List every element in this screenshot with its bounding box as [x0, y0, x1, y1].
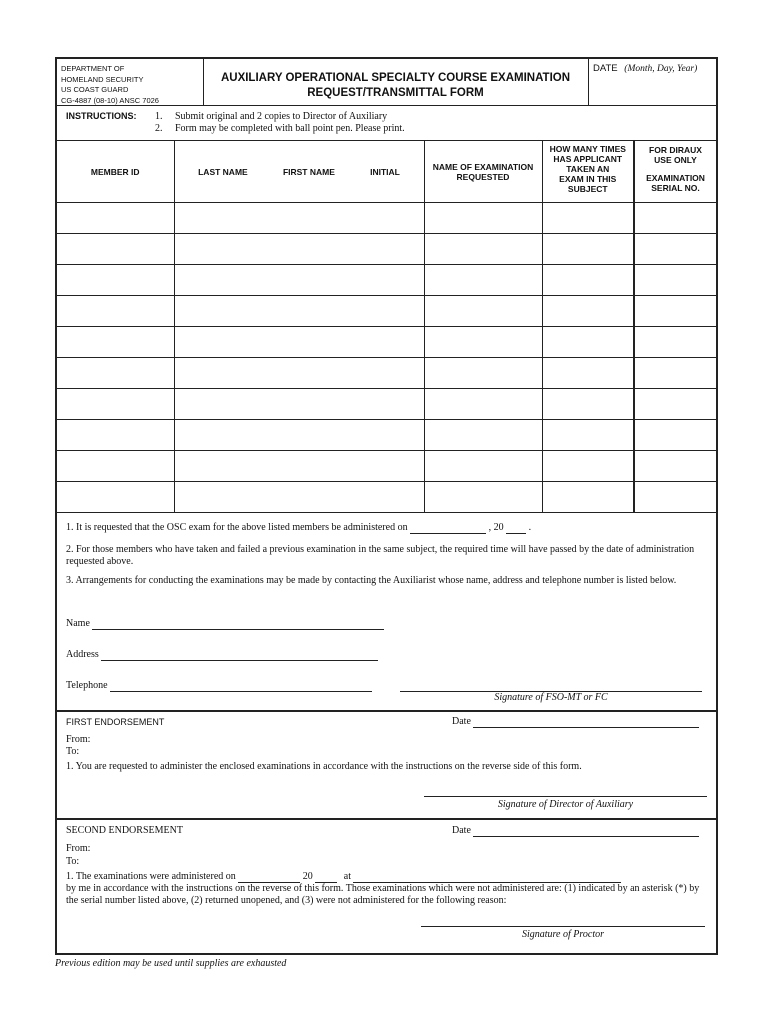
request-date-input[interactable] — [410, 533, 486, 534]
member-id-cell[interactable] — [57, 451, 174, 482]
header-times-line: HAS APPLICANT — [553, 154, 623, 164]
header-times-line: HOW MANY TIMES — [549, 144, 626, 154]
request-paragraph-3: 3. Arrangements for conducting the examinations may be made by contacting the Auxiliarist whose name, address and telephone number is listed below. — [66, 575, 677, 586]
instructions-label: INSTRUCTIONS: — [66, 111, 137, 121]
name-cell[interactable] — [174, 327, 424, 358]
proctor-signature-caption: Signature of Proctor — [521, 929, 605, 940]
header-diraux — [634, 141, 716, 203]
serial-no-cell[interactable] — [634, 296, 716, 327]
administered-at-label: at — [343, 871, 351, 882]
form-container — [55, 57, 718, 955]
address-input[interactable] — [101, 660, 378, 661]
name-cell[interactable] — [174, 296, 424, 327]
name-label: Name — [66, 618, 90, 629]
member-id-cell[interactable] — [57, 389, 174, 420]
serial-no-cell[interactable] — [634, 451, 716, 482]
member-id-cell[interactable] — [57, 234, 174, 265]
serial-no-cell[interactable] — [634, 203, 716, 234]
instruction-text: Submit original and 2 copies to Director of Auxiliary — [175, 111, 388, 122]
name-cell[interactable] — [174, 389, 424, 420]
request-year-prefix: , 20 — [488, 522, 504, 533]
name-cell[interactable] — [174, 234, 424, 265]
member-id-cell[interactable] — [57, 420, 174, 451]
request-paragraph-1 — [66, 522, 706, 534]
dept-line: DEPARTMENT OF — [61, 64, 125, 73]
exam-name-cell[interactable] — [424, 358, 542, 389]
member-id-cell[interactable] — [57, 358, 174, 389]
second-endorsement-from: From: — [66, 843, 91, 854]
table-row — [57, 203, 716, 234]
instruction-item — [155, 111, 405, 123]
second-endorsement-to: To: — [66, 856, 80, 867]
header-member-id: MEMBER ID — [57, 141, 174, 203]
table-row — [57, 296, 716, 327]
times-taken-cell[interactable] — [542, 420, 634, 451]
table-row — [57, 482, 716, 513]
administered-year-prefix: 20 — [302, 871, 313, 882]
serial-no-cell[interactable] — [634, 420, 716, 451]
dept-line: US COAST GUARD — [61, 85, 129, 94]
header-last-name: LAST NAME — [198, 166, 248, 177]
member-id-cell[interactable] — [57, 482, 174, 513]
serial-no-cell[interactable] — [634, 358, 716, 389]
table-row — [57, 420, 716, 451]
serial-no-cell[interactable] — [634, 265, 716, 296]
name-cell[interactable] — [174, 203, 424, 234]
second-endorsement-date-row — [452, 825, 712, 837]
header-exam-line: NAME OF EXAMINATION — [432, 161, 534, 172]
director-signature-line[interactable] — [424, 796, 707, 797]
member-table — [57, 140, 716, 513]
header-serial-line: EXAMINATION — [646, 173, 705, 183]
exam-name-cell[interactable] — [424, 327, 542, 358]
header-diraux-line: USE ONLY — [654, 155, 697, 165]
header-first-name: FIRST NAME — [282, 166, 335, 177]
header-diraux-line: FOR DIRAUX — [649, 145, 702, 155]
exam-name-cell[interactable] — [424, 234, 542, 265]
header-exam-name — [424, 141, 542, 203]
times-taken-cell[interactable] — [542, 265, 634, 296]
times-taken-cell[interactable] — [542, 234, 634, 265]
exam-name-cell[interactable] — [424, 420, 542, 451]
instruction-text: Form may be completed with ball point pen. Please print. — [175, 123, 405, 134]
form-title — [203, 71, 588, 101]
table-row — [57, 234, 716, 265]
form-title-line2: REQUEST/TRANSMITTAL FORM — [307, 87, 484, 99]
director-signature-caption: Signature of Director of Auxiliary — [497, 799, 634, 810]
first-endorsement-text: 1. You are requested to administer the enclosed examinations in accordance with the instructions on the reverse side of this form. — [66, 761, 582, 772]
request-text: 1. It is requested that the OSC exam for the above listed members be administered on — [66, 522, 408, 533]
times-taken-cell[interactable] — [542, 358, 634, 389]
member-id-cell[interactable] — [57, 203, 174, 234]
first-endorsement-date-label: Date — [452, 716, 471, 727]
table-header-row — [57, 141, 716, 203]
section-rule — [57, 818, 716, 820]
table-row — [57, 358, 716, 389]
exam-name-cell[interactable] — [424, 265, 542, 296]
header-initial: INITIAL — [370, 166, 400, 177]
name-cell[interactable] — [174, 358, 424, 389]
times-taken-cell[interactable] — [542, 482, 634, 513]
name-cell[interactable] — [174, 265, 424, 296]
header-times-line: TAKEN AN — [566, 164, 610, 174]
date-label: DATE — [593, 63, 618, 74]
serial-no-cell[interactable] — [634, 482, 716, 513]
first-endorsement-date-input[interactable] — [473, 727, 699, 728]
header-times-line: EXAM IN THIS — [559, 174, 617, 184]
times-taken-cell[interactable] — [542, 451, 634, 482]
request-year-input[interactable] — [506, 533, 526, 534]
department-block — [61, 64, 159, 106]
header-name-group — [174, 141, 424, 203]
serial-no-cell[interactable] — [634, 389, 716, 420]
exam-name-cell[interactable] — [424, 389, 542, 420]
times-taken-cell[interactable] — [542, 389, 634, 420]
table-row — [57, 389, 716, 420]
table-row — [57, 451, 716, 482]
instruction-number: 2. — [155, 123, 163, 134]
address-row — [66, 649, 706, 661]
header-serial-line: SERIAL NO. — [651, 183, 700, 193]
table-row — [57, 327, 716, 358]
proctor-signature-line[interactable] — [421, 926, 705, 927]
first-endorsement-to: To: — [66, 746, 80, 757]
table-row — [57, 265, 716, 296]
first-endorsement-date-row — [452, 716, 712, 728]
header-times-taken — [542, 141, 634, 203]
request-paragraph-2: 2. For those members who have taken and failed a previous examination in the same subject, the required time will have passed by the date of administration requested above. — [66, 544, 695, 567]
member-id-cell[interactable] — [57, 296, 174, 327]
second-endorsement-date-input[interactable] — [473, 836, 699, 837]
address-label: Address — [66, 649, 99, 660]
telephone-label: Telephone — [66, 680, 108, 691]
dept-line: HOMELAND SECURITY — [61, 74, 144, 84]
second-endorsement-title: SECOND ENDORSEMENT — [66, 825, 183, 836]
exam-name-cell[interactable] — [424, 451, 542, 482]
instruction-item — [155, 123, 405, 135]
first-endorsement-title: FIRST ENDORSEMENT — [66, 717, 165, 727]
footer-note: Previous edition may be used until supplies are exhausted — [55, 958, 287, 969]
name-cell[interactable] — [174, 420, 424, 451]
header-divider — [588, 59, 589, 105]
serial-no-cell[interactable] — [634, 327, 716, 358]
second-endorsement-line1 — [66, 871, 706, 883]
instruction-number: 1. — [155, 111, 163, 122]
times-taken-cell[interactable] — [542, 203, 634, 234]
exam-name-cell[interactable] — [424, 482, 542, 513]
instructions-list — [155, 111, 405, 135]
form-title-line1: AUXILIARY OPERATIONAL SPECIALTY COURSE EXAMINATION — [220, 72, 571, 84]
second-endorsement-text: by me in accordance with the instructions on the reverse of this form. Those examinations which were not administered are: (1) indicated by an asterisk (*) by the serial number listed above, (2) returned unopened, and (3) were not administered for the following reason: — [66, 883, 700, 906]
times-taken-cell[interactable] — [542, 296, 634, 327]
name-row — [66, 618, 706, 630]
telephone-input[interactable] — [110, 691, 372, 692]
times-taken-cell[interactable] — [542, 327, 634, 358]
request-period: . — [528, 522, 532, 533]
header-rule — [57, 105, 716, 106]
serial-no-cell[interactable] — [634, 234, 716, 265]
member-id-cell[interactable] — [57, 327, 174, 358]
member-id-cell[interactable] — [57, 265, 174, 296]
header-times-line: SUBJECT — [567, 184, 608, 194]
date-field[interactable] — [593, 63, 697, 74]
exam-name-cell[interactable] — [424, 296, 542, 327]
date-hint: (Month, Day, Year) — [624, 64, 698, 74]
name-cell[interactable] — [174, 482, 424, 513]
name-cell[interactable] — [174, 451, 424, 482]
fso-signature-caption: Signature of FSO-MT or FC — [494, 692, 608, 703]
header-exam-line: REQUESTED — [456, 171, 510, 182]
section-rule — [57, 710, 716, 712]
first-endorsement-from: From: — [66, 734, 91, 745]
form-number: CG-4887 (08-10) ANSC 7026 — [61, 95, 159, 105]
administered-text: 1. The examinations were administered on — [66, 871, 236, 882]
name-input[interactable] — [92, 629, 384, 630]
second-endorsement-date-label: Date — [452, 825, 471, 836]
exam-name-cell[interactable] — [424, 203, 542, 234]
